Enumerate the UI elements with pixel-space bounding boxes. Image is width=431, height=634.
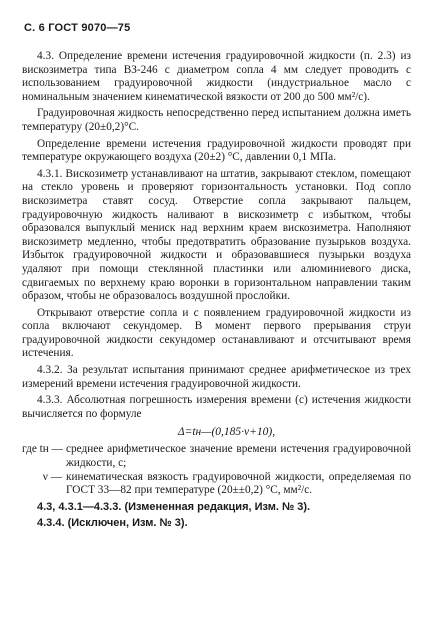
- definition-nu: [22, 471, 411, 498]
- definition-symbol: где tн —: [22, 443, 63, 456]
- paragraph-stopwatch: Открывают отверстие сопла и с появлением градуировочной жидкости из сопла включают секундомер. В момент первого прерывания струи градуировочной жидкости секундомер останавливают и отсчитывают время истечения.: [22, 306, 411, 360]
- definition-text: среднее арифметическое значение времени истечения градуировочной жидкости, с;: [66, 443, 411, 470]
- definition-text: кинематическая вязкость градуировочной жидкости, определяемая по ГОСТ 33—82 при температуре (20±±0,2) °С, мм²/с.: [66, 470, 411, 497]
- paragraph-4-3-3: 4.3.3. Абсолютная погрешность измерения времени (с) истечения жидкости вычисляется по формуле: [22, 394, 411, 420]
- formula: Δ=tн—(0,185·ν+10),: [177, 426, 276, 439]
- definition-symbol: ν —: [42, 470, 62, 483]
- paragraph-temperature: Градуировочная жидкость непосредственно перед испытанием должна иметь температуру (20±0,2)°С.: [22, 107, 411, 133]
- paragraph-4-3-1: 4.3.1. Вискозиметр устанавливают на штатив, закрывают стеклом, помещают на стекло уровень и проверяют горизонтальность установки. Под сопло вискозиметра ставят сосуд. Отверстие сопла закрывают пальцем, градуировочную жидкость наливают в вискозиметр с избытком, чтобы образовался выпуклый мениск над верхним краем вискозиметра. Наполняют вискозиметр медленно, чтобы предотвратить образование пузырьков воздуха. Избыток градуировочной жидкости и образовавшиеся пузырьки воздуха удаляют при помощи стеклянной пластинки или алюминиевого диска, сдвигаемых по верхнему краю воронки в горизонтальном направлении таким образом, чтобы не образовалось воздушной прослойки.: [22, 167, 411, 303]
- paragraph-4-3: 4.3. Определение времени истечения градуировочной жидкости (п. 2.3) из вискозиметра типа ВЗ-246 с диаметром сопла 4 мм следует проводить с использованием градуировочной жидкости (индустриальное масло с номинальным значением кинематической вязкости от 200 до 500 мм²/с).: [22, 50, 411, 103]
- paragraph-conditions: Определение времени истечения градуировочной жидкости проводят при температуре окружающего воздуха (20±2) °С, давлении 0,1 МПа.: [22, 137, 411, 164]
- definition-t: [22, 443, 411, 470]
- page-header: С. 6 ГОСТ 9070—75: [24, 22, 131, 34]
- excluded-note: 4.3.4. (Исключен, Изм. № 3).: [37, 517, 188, 530]
- paragraph-4-3-2: 4.3.2. За результат испытания принимают среднее арифметическое из трех измерений времени истечения градуировочной жидкости.: [22, 364, 411, 390]
- amendment-note: 4.3, 4.3.1—4.3.3. (Измененная редакция, Изм. № 3).: [37, 500, 311, 513]
